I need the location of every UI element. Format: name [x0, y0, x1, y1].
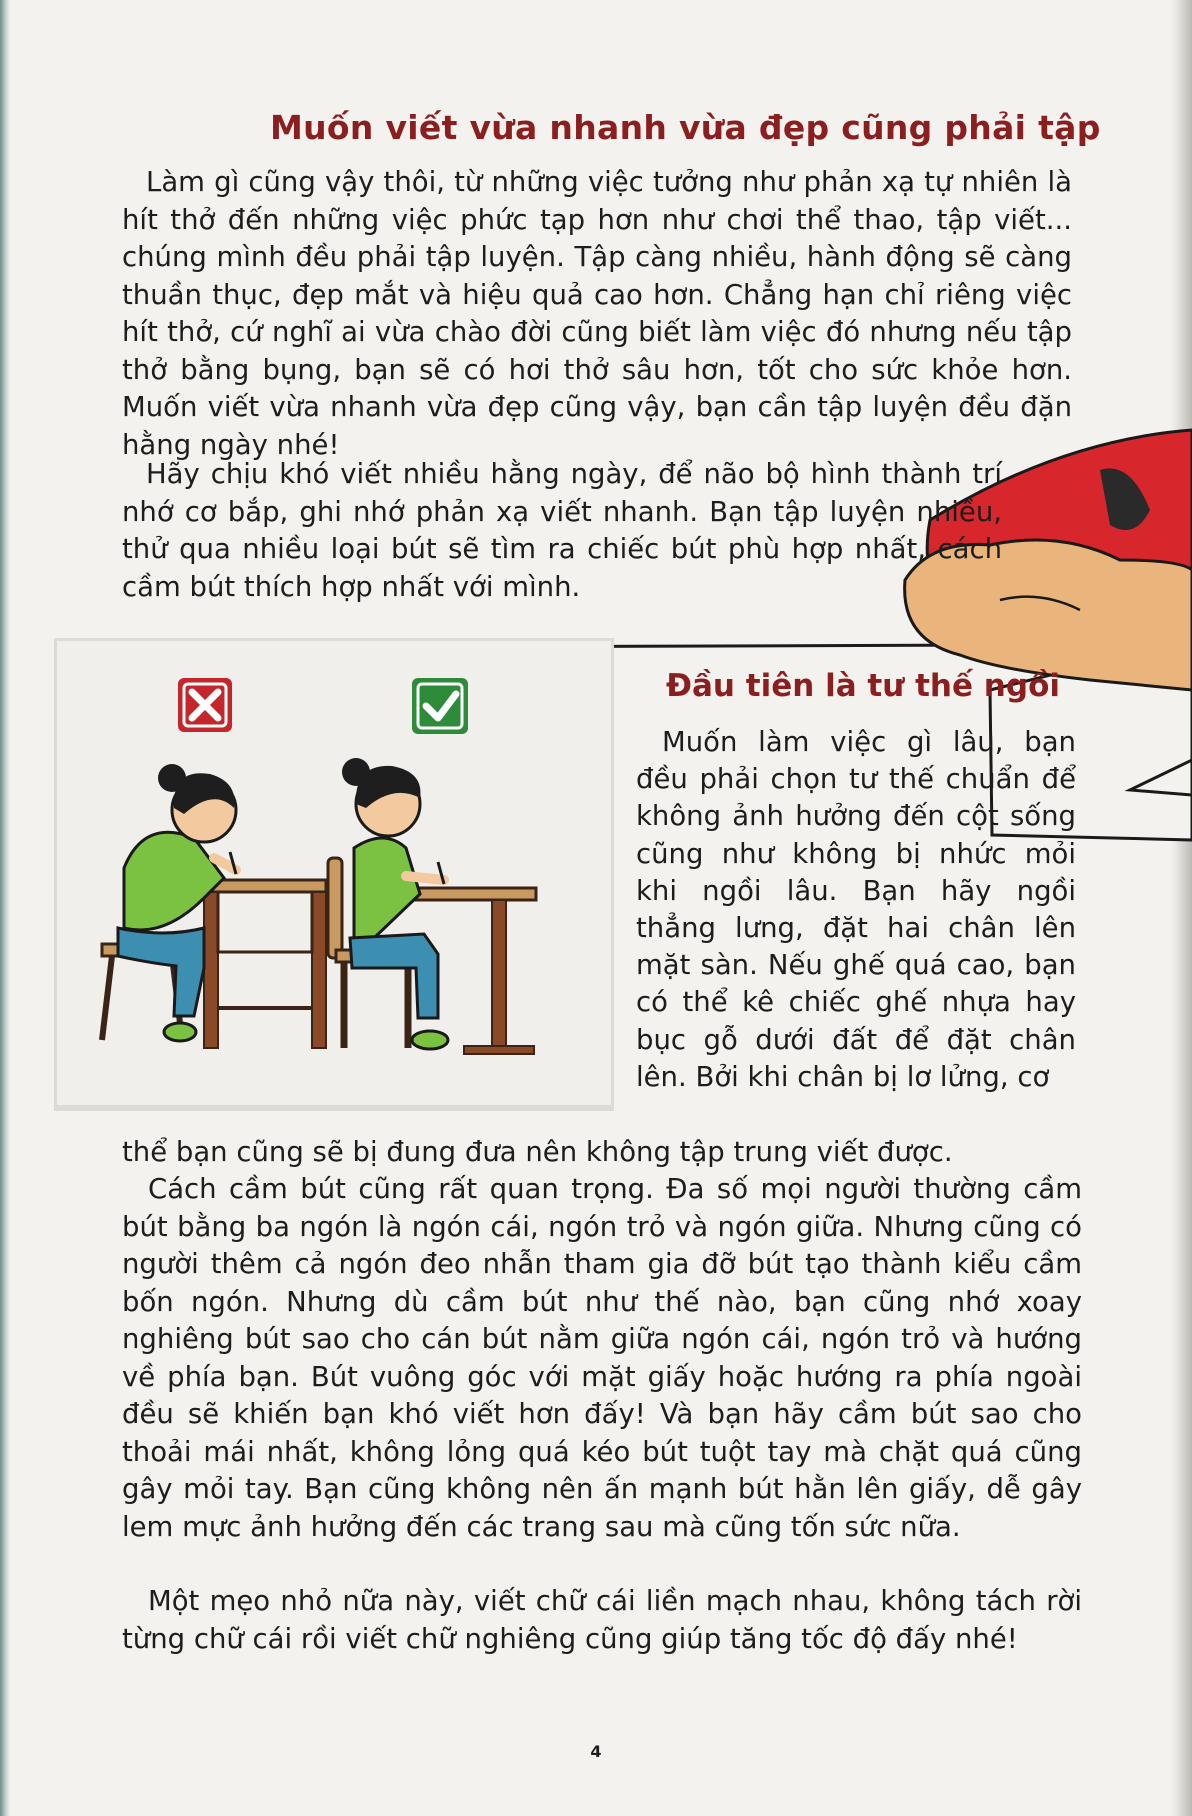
posture-paragraph-side: Muốn làm việc gì lâu, bạn đều phải chọn tư thế chuẩn để không ảnh hưởng đến cột sống cũng như không bị nhức mỏi khi ngồi lâu. Bạn hãy ngồi thẳng lưng, đặt hai chân lên mặt sàn. Nếu ghế quá cao, bạn có thể kê chiếc ghế nhựa hay bục gỗ dưới đất để đặt chân lên. Bởi khi chân bị lơ lửng, cơ [636, 726, 1076, 1093]
section-subtitle: Đầu tiên là tư thế ngồi [666, 668, 1060, 704]
tip-paragraph: Một mẹo nhỏ nữa này, viết chữ cái liền mạch nhau, không tách rời từng chữ cái rồi viết chữ nghiêng cũng giúp tăng tốc độ đấy nhé! [122, 1585, 1082, 1655]
wrong-icon [178, 678, 232, 732]
page-title: Muốn viết vừa nhanh vừa đẹp cũng phải tập [270, 108, 1101, 147]
pen-grip-paragraph: Cách cầm bút cũng rất quan trọng. Đa số mọi người thường cầm bút bằng ba ngón là ngón cái, ngón trỏ và ngón giữa. Nhưng cũng có người thêm cả ngón đeo nhẫn tham gia đỡ bút tạo thành kiểu cầm bốn ngón. Nhưng dù cầm bút như thế nào, bạn cũng nhớ xoay nghiêng bút sao cho cán bút nằm giữa ngón cái, ngón trỏ và hướng về phía bạn. Bút vuông góc với mặt giấy hoặc hướng ra phía ngoài đều sẽ khiến bạn khó viết hơn đấy! Và bạn hãy cầm bút sao cho thoải mái nhất, không lỏng quá kéo bút tuột tay mà chặt quá cũng gây mỏi tay. Bạn cũng không nên ấn mạnh bút hằn lên giấy, dễ gây lem mực ảnh hưởng đến các trang sau mà cũng tốn sức nữa. [122, 1173, 1082, 1543]
intro-paragraph-1: Làm gì cũng vậy thôi, từ những việc tưởng như phản xạ tự nhiên là hít thở đến những việc phức tạp hơn như chơi thể thao, tập viết... chúng mình đều phải tập luyện. Tập càng nhiều, hành động sẽ càng thuần thục, đẹp mắt và hiệu quả cao hơn. Chẳng hạn chỉ riêng việc hít thở, cứ nghĩ ai vừa chào đời cũng biết làm việc đó nhưng nếu tập thở bằng bụng, bạn sẽ có hơi thở sâu hơn, tốt cho sức khỏe hơn. Muốn viết vừa nhanh vừa đẹp cũng vậy, bạn cần tập luyện đều đặn hằng ngày nhé! [122, 166, 1072, 461]
page-number: 4 [590, 1742, 602, 1761]
intro-paragraph-2: Hãy chịu khó viết nhiều hằng ngày, để não bộ hình thành trí nhớ cơ bắp, ghi nhớ phản xạ viết nhanh. Bạn tập luyện nhiều, thử qua nhiều loại bút sẽ tìm ra chiếc bút phù hợp nhất, cách cầm bút thích hợp nhất với mình. [122, 458, 1002, 603]
posture-illustration [54, 638, 614, 1118]
check-icon [412, 678, 468, 734]
posture-paragraph-continued: thể bạn cũng sẽ bị đung đưa nên không tập trung viết được. [122, 1136, 953, 1168]
